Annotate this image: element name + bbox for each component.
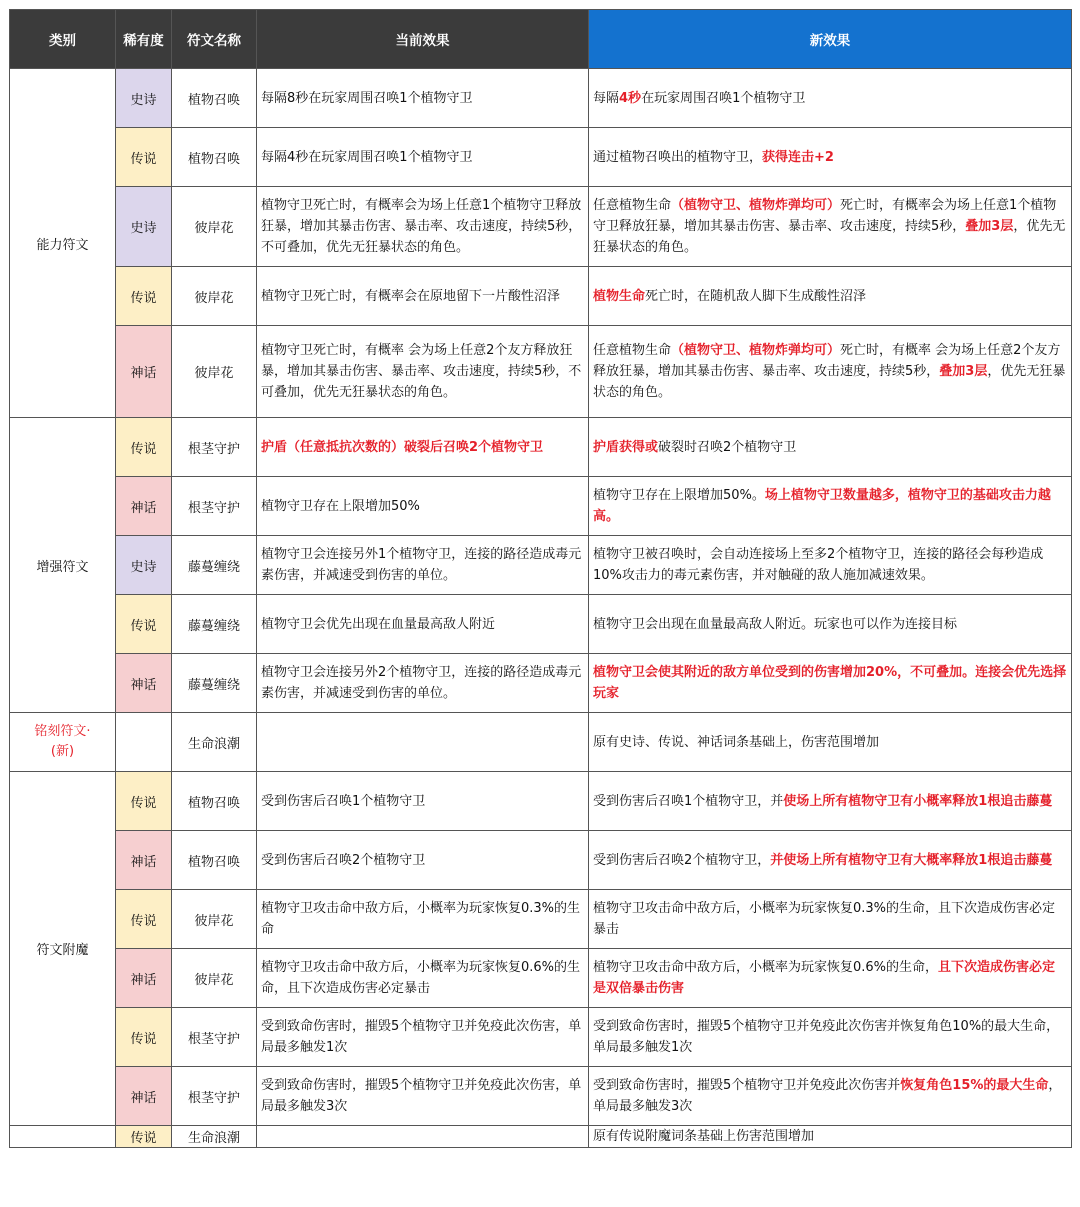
table-row xyxy=(10,187,1072,267)
rarity-cell: 传说 xyxy=(116,595,172,654)
new-effect-cell: 受到伤害后召唤1个植物守卫，并使场上所有植物守卫有小概率释放1根追击藤蔓 xyxy=(589,772,1072,831)
new-effect-cell: 受到伤害后召唤2个植物守卫，并使场上所有植物守卫有大概率释放1根追击藤蔓 xyxy=(589,831,1072,890)
table-row xyxy=(10,1067,1072,1126)
current-effect-cell: 植物守卫存在上限增加50% xyxy=(257,477,589,536)
current-effect-cell: 受到伤害后召唤1个植物守卫 xyxy=(257,772,589,831)
new-effect-cell: 植物守卫攻击命中敌方后，小概率为玩家恢复0.6%的生命，且下次造成伤害必定是双倍暴击伤害 xyxy=(589,949,1072,1008)
table-row xyxy=(10,418,1072,477)
rune-name-cell: 根茎守护 xyxy=(172,1008,257,1067)
rune-name-cell: 彼岸花 xyxy=(172,326,257,418)
new-effect-cell: 植物守卫攻击命中敌方后，小概率为玩家恢复0.3%的生命，且下次造成伤害必定暴击 xyxy=(589,890,1072,949)
rarity-cell: 史诗 xyxy=(116,187,172,267)
rune-name-cell: 植物召唤 xyxy=(172,831,257,890)
rune-name-cell: 根茎守护 xyxy=(172,418,257,477)
current-effect-cell: 护盾（任意抵抗次数的）破裂后召唤2个植物守卫 xyxy=(257,418,589,477)
rune-name-cell: 藤蔓缠绕 xyxy=(172,536,257,595)
current-effect-cell: 植物守卫死亡时，有概率会在原地留下一片酸性沼泽 xyxy=(257,267,589,326)
rarity-cell: 传说 xyxy=(116,418,172,477)
current-effect-cell: 植物守卫攻击命中敌方后，小概率为玩家恢复0.6%的生命，且下次造成伤害必定暴击 xyxy=(257,949,589,1008)
table-row xyxy=(10,713,1072,772)
rune-name-cell: 生命浪潮 xyxy=(172,713,257,772)
new-effect-cell: 植物守卫会使其附近的敌方单位受到的伤害增加20%，不可叠加。连接会优先选择玩家 xyxy=(589,654,1072,713)
rune-name-cell: 根茎守护 xyxy=(172,477,257,536)
rune-name-cell: 藤蔓缠绕 xyxy=(172,595,257,654)
new-effect-cell: 原有传说附魔词条基础上伤害范围增加 xyxy=(589,1126,1072,1148)
header-row xyxy=(10,10,1072,69)
new-effect-cell: 植物生命死亡时，在随机敌人脚下生成酸性沼泽 xyxy=(589,267,1072,326)
new-effect-cell: 受到致命伤害时，摧毁5个植物守卫并免疫此次伤害并恢复角色10%的最大生命，单局最多触发1次 xyxy=(589,1008,1072,1067)
current-effect-cell: 植物守卫攻击命中敌方后，小概率为玩家恢复0.3%的生命 xyxy=(257,890,589,949)
table-row xyxy=(10,1008,1072,1067)
category-cell xyxy=(10,1126,116,1148)
rune-name-cell: 彼岸花 xyxy=(172,949,257,1008)
rarity-cell: 神话 xyxy=(116,654,172,713)
rune-name-cell: 植物召唤 xyxy=(172,772,257,831)
header-rune-name: 符文名称 xyxy=(172,10,257,69)
table-row xyxy=(10,477,1072,536)
current-effect-cell: 受到致命伤害时，摧毁5个植物守卫并免疫此次伤害，单局最多触发3次 xyxy=(257,1067,589,1126)
rarity-cell xyxy=(116,713,172,772)
table-row xyxy=(10,654,1072,713)
new-effect-cell: 通过植物召唤出的植物守卫，获得连击+2 xyxy=(589,128,1072,187)
table-row xyxy=(10,831,1072,890)
current-effect-cell xyxy=(257,713,589,772)
new-effect-cell: 原有史诗、传说、神话词条基础上，伤害范围增加 xyxy=(589,713,1072,772)
table-row xyxy=(10,128,1072,187)
rarity-cell: 神话 xyxy=(116,1067,172,1126)
rune-name-cell: 彼岸花 xyxy=(172,267,257,326)
category-cell: 符文附魔 xyxy=(10,772,116,1126)
new-effect-cell: 护盾获得或破裂时召唤2个植物守卫 xyxy=(589,418,1072,477)
rarity-cell: 史诗 xyxy=(116,69,172,128)
new-effect-cell: 植物守卫被召唤时，会自动连接场上至多2个植物守卫，连接的路径会每秒造成10%攻击力的毒元素伤害，并对触碰的敌人施加减速效果。 xyxy=(589,536,1072,595)
rarity-cell: 传说 xyxy=(116,1008,172,1067)
current-effect-cell: 植物守卫死亡时，有概率会为场上任意1个植物守卫释放狂暴，增加其暴击伤害、暴击率、攻击速度，持续5秒，不可叠加，优先无狂暴状态的角色。 xyxy=(257,187,589,267)
current-effect-cell: 受到致命伤害时，摧毁5个植物守卫并免疫此次伤害，单局最多触发1次 xyxy=(257,1008,589,1067)
new-effect-cell: 每隔4秒在玩家周围召唤1个植物守卫 xyxy=(589,69,1072,128)
rarity-cell: 传说 xyxy=(116,890,172,949)
table-row xyxy=(10,772,1072,831)
current-effect-cell: 植物守卫会连接另外2个植物守卫，连接的路径造成毒元素伤害，并减速受到伤害的单位。 xyxy=(257,654,589,713)
new-effect-cell: 植物守卫会出现在血量最高敌人附近。玩家也可以作为连接目标 xyxy=(589,595,1072,654)
rune-name-cell: 彼岸花 xyxy=(172,187,257,267)
rune-name-cell: 植物召唤 xyxy=(172,69,257,128)
rune-name-cell: 生命浪潮 xyxy=(172,1126,257,1148)
new-effect-cell: 任意植物生命（植物守卫、植物炸弹均可）死亡时，有概率会为场上任意1个植物守卫释放狂暴，增加其暴击伤害、暴击率、攻击速度，持续5秒，叠加3层，优先无狂暴状态的角色。 xyxy=(589,187,1072,267)
rarity-cell: 神话 xyxy=(116,949,172,1008)
header-category: 类别 xyxy=(10,10,116,69)
table-row xyxy=(10,69,1072,128)
table-row xyxy=(10,536,1072,595)
new-effect-cell: 任意植物生命（植物守卫、植物炸弹均可）死亡时，有概率 会为场上任意2个友方释放狂暴，增加其暴击伤害、暴击率、攻击速度，持续5秒，叠加3层，优先无狂暴状态的角色。 xyxy=(589,326,1072,418)
new-effect-cell: 受到致命伤害时，摧毁5个植物守卫并免疫此次伤害并恢复角色15%的最大生命，单局最多触发3次 xyxy=(589,1067,1072,1126)
category-cell: 增强符文 xyxy=(10,418,116,713)
table-row xyxy=(10,949,1072,1008)
rarity-cell: 神话 xyxy=(116,477,172,536)
category-cell: 能力符文 xyxy=(10,69,116,418)
current-effect-cell: 植物守卫会优先出现在血量最高敌人附近 xyxy=(257,595,589,654)
table-row xyxy=(10,595,1072,654)
rune-name-cell: 根茎守护 xyxy=(172,1067,257,1126)
header-current-effect: 当前效果 xyxy=(257,10,589,69)
current-effect-cell: 每隔8秒在玩家周围召唤1个植物守卫 xyxy=(257,69,589,128)
rarity-cell: 传说 xyxy=(116,267,172,326)
rarity-cell: 史诗 xyxy=(116,536,172,595)
header-rarity: 稀有度 xyxy=(116,10,172,69)
rarity-cell: 传说 xyxy=(116,128,172,187)
table-row xyxy=(10,326,1072,418)
rune-name-cell: 藤蔓缠绕 xyxy=(172,654,257,713)
current-effect-cell xyxy=(257,1126,589,1148)
current-effect-cell: 植物守卫死亡时，有概率 会为场上任意2个友方释放狂暴，增加其暴击伤害、暴击率、攻击速度，持续5秒，不可叠加，优先无狂暴状态的角色。 xyxy=(257,326,589,418)
rarity-cell: 神话 xyxy=(116,831,172,890)
current-effect-cell: 每隔4秒在玩家周围召唤1个植物守卫 xyxy=(257,128,589,187)
rarity-cell: 传说 xyxy=(116,772,172,831)
rune-name-cell: 植物召唤 xyxy=(172,128,257,187)
rarity-cell: 神话 xyxy=(116,326,172,418)
category-cell: 铭刻符文· (新) xyxy=(10,713,116,772)
rune-name-cell: 彼岸花 xyxy=(172,890,257,949)
new-effect-cell: 植物守卫存在上限增加50%。场上植物守卫数量越多，植物守卫的基础攻击力越高。 xyxy=(589,477,1072,536)
table-row xyxy=(10,267,1072,326)
rune-change-table xyxy=(9,9,1072,1148)
table-row xyxy=(10,1126,1072,1148)
table-row xyxy=(10,890,1072,949)
header-new-effect: 新效果 xyxy=(589,10,1072,69)
rarity-cell: 传说 xyxy=(116,1126,172,1148)
current-effect-cell: 受到伤害后召唤2个植物守卫 xyxy=(257,831,589,890)
current-effect-cell: 植物守卫会连接另外1个植物守卫，连接的路径造成毒元素伤害，并减速受到伤害的单位。 xyxy=(257,536,589,595)
